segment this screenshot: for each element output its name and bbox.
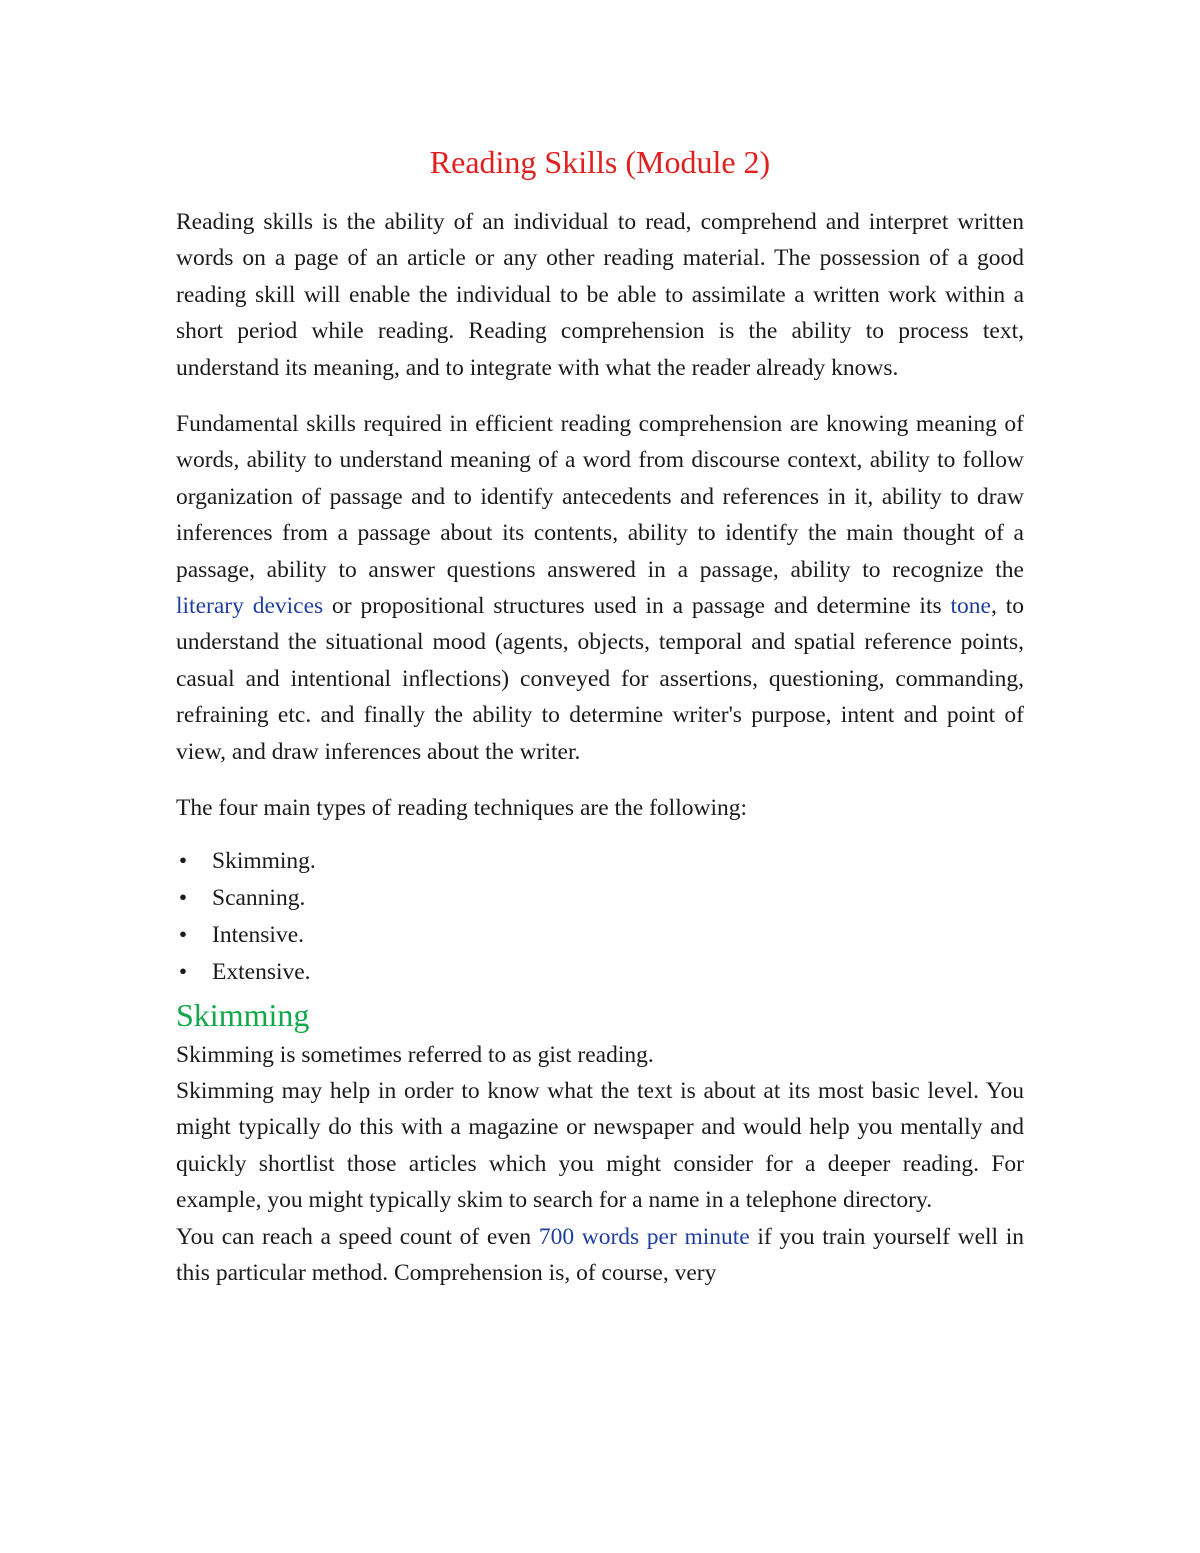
literary-devices-link[interactable]: literary devices: [176, 593, 324, 620]
document-body: [176, 140, 1024, 1291]
paragraph-text: You can reach a speed count of even: [176, 1223, 539, 1250]
list-item-label: Extensive.: [212, 958, 311, 985]
list-item: [176, 954, 1024, 991]
paragraph-text: if you train yourself well in this particular method. Comprehension is, of course, very: [176, 1223, 1025, 1286]
techniques-intro: The four main types of reading techniques are the following:: [176, 795, 747, 822]
list-item: [176, 880, 1024, 917]
techniques-list: [176, 843, 1024, 991]
skimming-speed-paragraph: [176, 1219, 1024, 1292]
page-title: Reading Skills (Module 2): [429, 144, 771, 180]
bullet-icon: •: [178, 921, 188, 948]
skimming-paragraph: Skimming may help in order to know what the text is about at its most basic level. You might typically do this with a magazine or newspaper and would help you mentally and quickly shortlist those articles which you might consider for a deeper reading. For example, you might typically skim to search for a name in a telephone directory.: [176, 1077, 1024, 1214]
skimming-gist-line: Skimming is sometimes referred to as gist reading.: [176, 1041, 654, 1068]
skimming-heading: Skimming: [176, 996, 310, 1033]
bullet-icon: •: [178, 847, 188, 874]
paragraph-text: Fundamental skills required in efficient reading comprehension are knowing meaning of words, ability to understand meaning of a word from discourse context, ability to follow organization of passage and to identify antecedents and references in it, ability to draw inferences from a passage about its contents, ability to identify the main thought of a passage, ability to answer questions answered in a passage, ability to recognize the: [176, 411, 1024, 583]
paragraph-text: or propositional structures used in a passage and determine its: [323, 593, 951, 620]
list-item-label: Skimming.: [212, 847, 316, 874]
list-item-label: Scanning.: [212, 884, 306, 911]
words-per-minute-link[interactable]: 700 words per minute: [538, 1223, 750, 1250]
tone-link[interactable]: tone: [950, 593, 991, 620]
list-item: [176, 843, 1024, 880]
list-item-label: Intensive.: [212, 921, 305, 948]
fundamental-skills-paragraph: [176, 406, 1024, 770]
paragraph-text: , to understand the situational mood (agents, objects, temporal and spatial reference points, casual and intentional inflections) conveyed for assertions, questioning, commanding, refraining etc. and finally the ability to determine writer's purpose, intent and point of view, and draw inferences about the writer.: [176, 593, 1024, 765]
list-item: [176, 917, 1024, 954]
bullet-icon: •: [178, 958, 188, 985]
bullet-icon: •: [178, 884, 188, 911]
intro-paragraph: Reading skills is the ability of an individual to read, comprehend and interpret written words on a page of an article or any other reading material. The possession of a good reading skill will enable the individual to be able to assimilate a written work within a short period while reading. Reading comprehension is the ability to process text, understand its meaning, and to integrate with what the reader already knows.: [176, 209, 1024, 381]
